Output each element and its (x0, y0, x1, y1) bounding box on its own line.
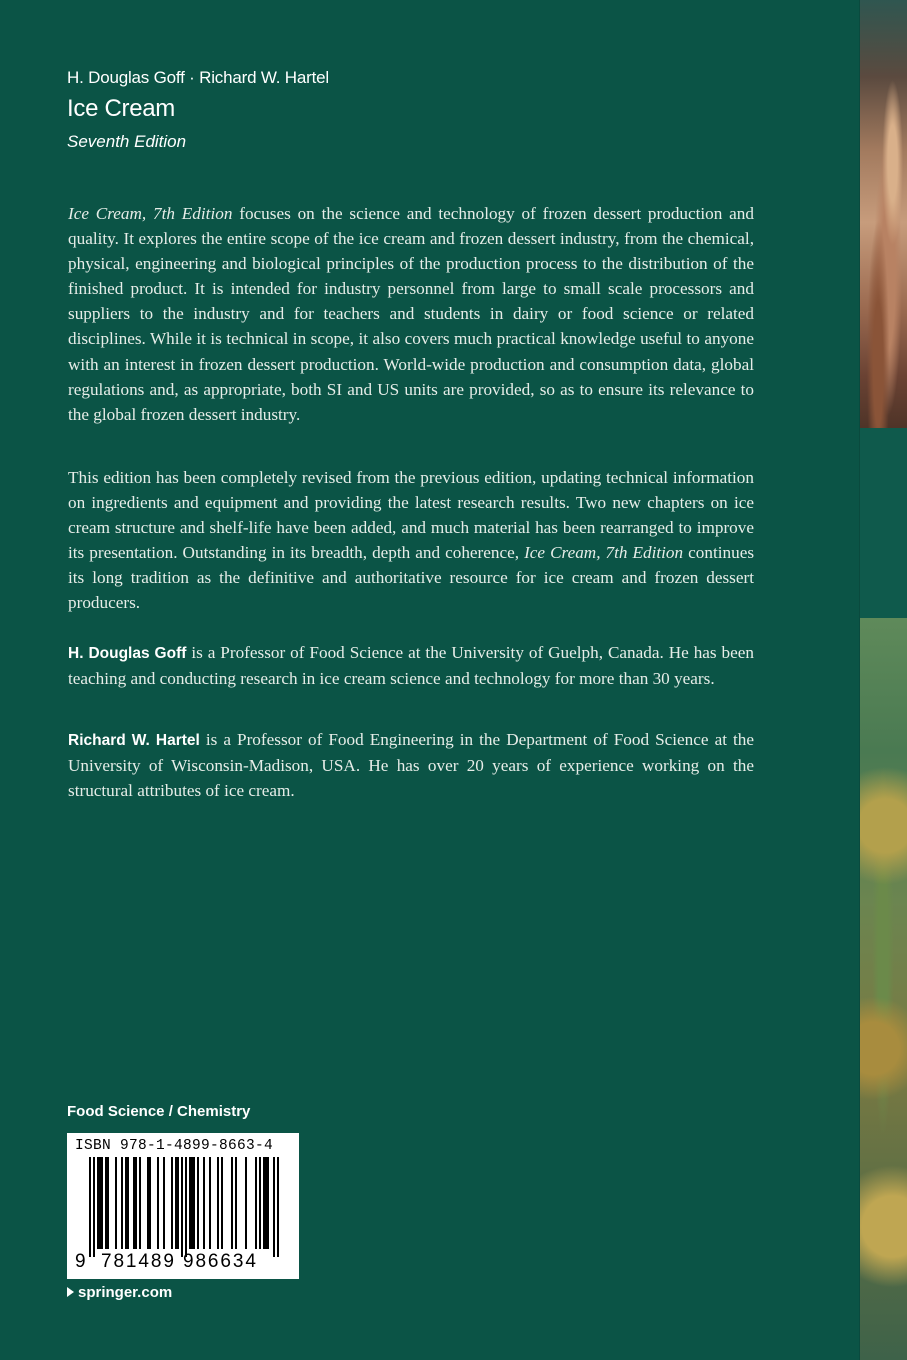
barcode-bar (217, 1157, 219, 1249)
barcode-bar (193, 1157, 195, 1249)
barcode-bar (245, 1157, 247, 1249)
barcode-bars (67, 1157, 299, 1257)
barcode-bar (259, 1157, 261, 1249)
description-text-a: This edition has been completely revised from the previous edition, updating technical information on ingredients and equipment and providing the latest research results. Two new chapters on ice cream structure and shelf-life have been added, and much material has been rearranged to improve its presentation. Outstanding in its breadth, depth and coherence, (68, 468, 754, 563)
ean-first-digit: 9 (75, 1251, 88, 1272)
barcode-bar (191, 1157, 193, 1249)
barcode-bar (235, 1157, 237, 1249)
author-bio-goff (68, 640, 754, 691)
barcode-bar (263, 1157, 265, 1249)
barcode-bar (99, 1157, 101, 1249)
barcode-bar (277, 1157, 279, 1257)
publisher-website: springer.com (78, 1284, 173, 1301)
barcode-bar (147, 1157, 149, 1249)
barcode-bar (127, 1157, 129, 1249)
barcode-bar (175, 1157, 177, 1249)
barcode-bar (121, 1157, 123, 1249)
author-bio-name: Richard W. Hartel (68, 732, 200, 749)
description-paragraph-1 (68, 201, 754, 427)
barcode-bar (203, 1157, 205, 1249)
author-bio-name: H. Douglas Goff (68, 645, 187, 662)
author-bio-text: is a Professor of Food Engineering in the Department of Food Science at the University of Wisconsin-Madison, USA. He has over 20 years of experience working on the structural attributes of ice cream. (68, 730, 755, 801)
ean-remaining-digits: 781489 986634 (101, 1251, 258, 1272)
author-bio-text: is a Professor of Food Science at the University of Guelph, Canada. He has been teaching and conducting research in ice cream science and technology for more than 30 years. (68, 643, 754, 689)
barcode-bar (171, 1157, 173, 1249)
description-title-ref: Ice Cream, 7th Edition (68, 204, 233, 223)
barcode-bar (209, 1157, 211, 1249)
barcode-bar (189, 1157, 191, 1249)
barcode-bar (185, 1157, 187, 1257)
barcode-bar (231, 1157, 233, 1249)
author-bio-hartel (68, 727, 754, 803)
barcode-bar (221, 1157, 223, 1249)
authors-line: H. Douglas Goff · Richard W. Hartel (67, 68, 329, 87)
barcode-bar (105, 1157, 107, 1249)
barcode-bar (107, 1157, 109, 1249)
barcode-bar (267, 1157, 269, 1249)
book-edition: Seventh Edition (67, 132, 187, 151)
book-title: Ice Cream (67, 95, 175, 122)
strip-divider (859, 0, 860, 1360)
barcode-bar (133, 1157, 135, 1249)
barcode-bar (197, 1157, 199, 1249)
barcode-bar (273, 1157, 275, 1257)
publisher-link[interactable] (67, 1284, 172, 1301)
cover-photo-strip-bottom (859, 618, 907, 1360)
arrow-right-icon (67, 1287, 74, 1297)
barcode-bar (255, 1157, 257, 1249)
barcode-bar (89, 1157, 91, 1257)
barcode-bar (149, 1157, 151, 1249)
description-title-ref: Ice Cream, 7th Edition (524, 543, 684, 563)
description-text-b: continues its long tradition as the definitive and authoritative resource for ice cream and frozen dessert producers. (68, 543, 755, 613)
barcode-bar (135, 1157, 137, 1249)
description-paragraph-2 (68, 465, 754, 616)
cover-photo-strip-top (859, 0, 907, 428)
barcode-bar (97, 1157, 99, 1249)
barcode-bar (125, 1157, 127, 1249)
barcode-bar (115, 1157, 117, 1249)
barcode-bar (93, 1157, 95, 1257)
subject-category: Food Science / Chemistry (67, 1103, 251, 1120)
barcode-bar (163, 1157, 165, 1249)
barcode-bar (177, 1157, 179, 1249)
barcode-bar (181, 1157, 183, 1257)
barcode-bar (157, 1157, 159, 1249)
isbn-barcode (67, 1133, 299, 1279)
barcode-bar (265, 1157, 267, 1249)
description-text: focuses on the science and technology of frozen dessert production and quality. It explores the entire scope of the ice cream and frozen dessert industry, from the chemical, physical, engineering and biological principles of the production process to the distribution of the finished product. It is intended for industry personnel from large to small scale processors and suppliers to the industry and for teachers and students in dairy or food science or related disciplines. While it is technical in scope, it also covers much practical knowledge useful to anyone with an interest in frozen dessert production. World-wide production and consumption data, global regulations and, as appropriate, both SI and US units are provided, so as to ensure its relevance to the global frozen dessert industry. (68, 204, 754, 424)
barcode-bar (139, 1157, 141, 1249)
isbn-label: ISBN 978-1-4899-8663-4 (75, 1138, 274, 1154)
barcode-bar (101, 1157, 103, 1249)
